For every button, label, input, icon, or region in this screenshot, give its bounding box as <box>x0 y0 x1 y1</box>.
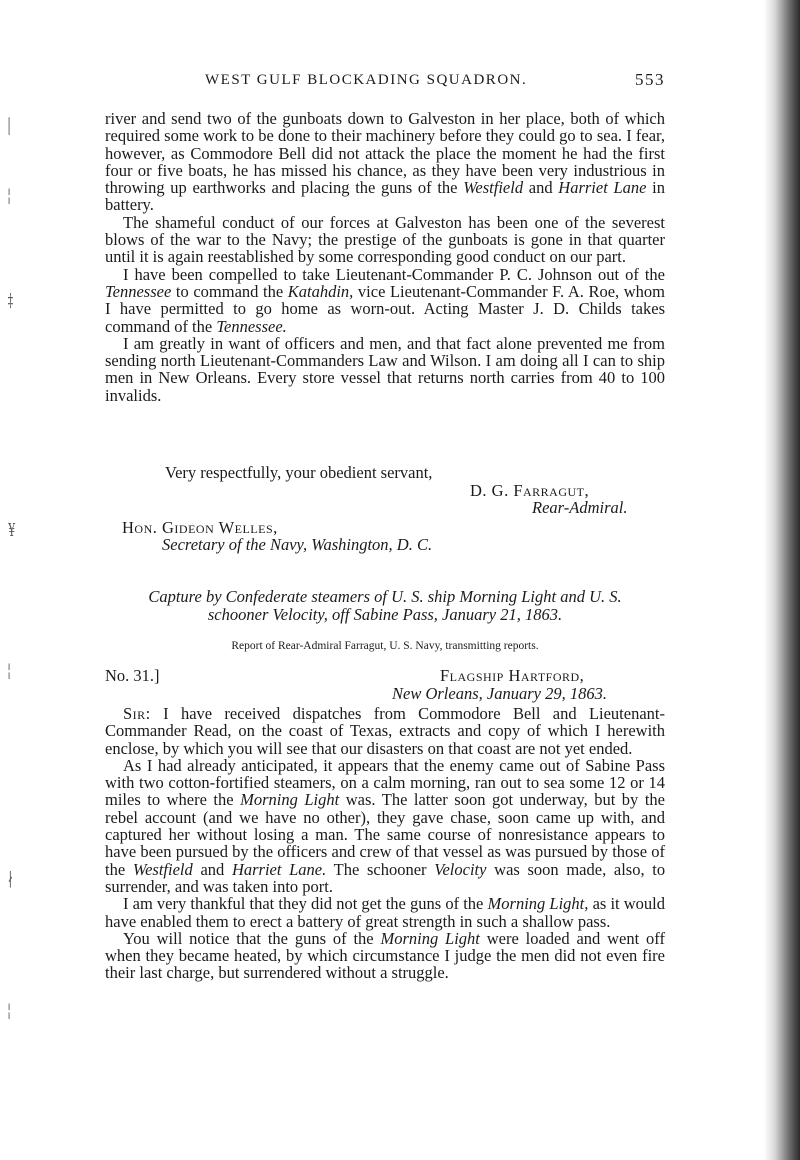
margin-mark: ¦ <box>7 1000 11 1021</box>
paragraph: I am greatly in want of officers and men, and that fact alone prevented me from sending north Lieutenant-Commanders Law and Wilson. I am doing all I can to ship men in New Orleans. Every store vessel that returns north carries from 40 to 100 invalids. <box>105 333 665 405</box>
letter-body <box>105 705 665 982</box>
signer-name: D. G. Farragut, <box>470 481 590 500</box>
page-number: 553 <box>635 70 665 89</box>
paragraph: The shameful conduct of our forces at Galveston has been one of the severest blows of the war to the Navy; the prestige of the gunboats is gone in that quarter until it is again reestablished by some corresponding good conduct on our part. <box>105 212 665 267</box>
paragraph: I have been compelled to take Lieutenant-Commander P. C. Johnson out of the Tennessee to command the Katahdin, vice Lieutenant-Commander F. A. Roe, whom I have permitted to go home as worn-out. Acting Master J. D. Childs takes command of the Tennessee. <box>105 264 666 336</box>
section-heading-line: schooner Velocity, off Sabine Pass, January 21, 1863. <box>207 605 563 624</box>
closing-line: Very respectfully, your obedient servant, <box>165 463 433 482</box>
margin-scan-marks <box>0 0 30 1160</box>
salutation: Sir: <box>123 704 151 723</box>
paragraph: You will notice that the guns of the Morning Light were loaded and went off when they became heated, by which circumstance I judge the men did not even fire their last charge, but surrendered without a struggle. <box>105 928 665 983</box>
margin-mark: ¥ <box>8 520 16 541</box>
margin-mark: ∤ <box>7 870 13 891</box>
section-heading <box>105 588 665 624</box>
margin-mark: ¦ <box>7 660 11 681</box>
paragraph: river and send two of the gunboats down to Galveston in her place, both of which required some work to be done to their machinery before they could go to sea. I fear, however, as Commodore Bell did not attack the place the moment he had the first four or five boats, he has missed his chance, as they have been very industrious in throwing up earthworks and placing the guns of the Westfield and Harriet Lane in battery. <box>105 109 665 215</box>
letter-body <box>105 110 665 404</box>
place-date: New Orleans, January 29, 1863. <box>392 684 607 703</box>
margin-mark: | <box>7 115 11 136</box>
page-header <box>105 72 665 94</box>
paragraph: As I had already anticipated, it appears that the enemy came out of Sabine Pass with two cotton-fortified steamers, on a calm morning, ran out to sea some 12 or 14 miles to where the Morning Light was. The latter soon got underway, but by the rebel account (and we have no other), they gave chase, soon came up with, and captured her without losing a man. The same course of nonresistance appears to have been pursued by the officers and crew of that vessel as was pursued by those of the Westfield and Harriet Lane. The schooner Velocity was soon made, also, to surrender, and was taken into port. <box>105 755 666 896</box>
section-heading-line: Capture by Confederate steamers of U. S. ship Morning Light and U. S. <box>148 587 622 606</box>
paragraph: I am very thankful that they did not get the guns of the Morning Light, as it would have enabled them to erect a battery of great strength in such a shallow pass. <box>105 894 666 931</box>
running-head: WEST GULF BLOCKADING SQUADRON. <box>205 72 528 88</box>
margin-mark: ‡ <box>7 290 14 311</box>
margin-mark: ¦ <box>7 185 11 206</box>
letter-number: No. 31.] <box>105 666 160 685</box>
paragraph: Sir: I have received dispatches from Commodore Bell and Lieutenant-Commander Read, on the coast of Texas, extracts and copy of which I herewith enclose, by which you will see that our disasters on that coast are not yet ended. <box>105 704 665 758</box>
addressee-title: Secretary of the Navy, Washington, D. C. <box>162 535 433 554</box>
addressee-name: Hon. Gideon Welles, <box>122 518 278 537</box>
section-subheading: Report of Rear-Admiral Farragut, U. S. Navy, transmitting reports. <box>231 640 539 652</box>
signer-rank: Rear-Admiral. <box>532 498 628 517</box>
flagship-line: Flagship Hartford, <box>440 666 585 685</box>
page-edge-shadow <box>764 0 800 1160</box>
